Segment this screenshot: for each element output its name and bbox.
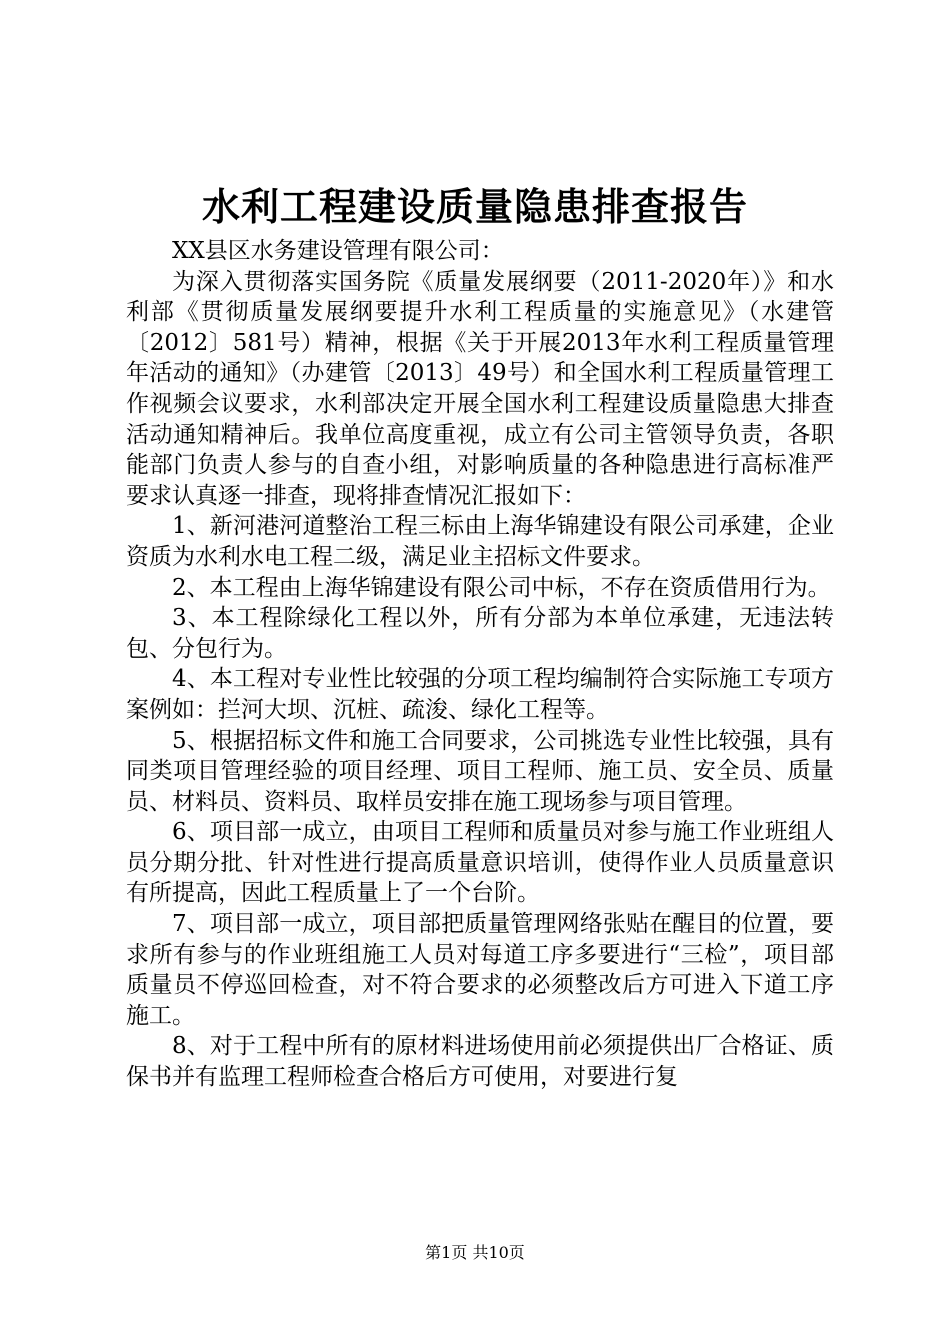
document-body (126, 236, 834, 1093)
paragraph-item-2: 2、本工程由上海华锦建设有限公司中标，不存在资质借用行为。 (172, 574, 831, 601)
salutation: XX县区水务建设管理有限公司： (172, 238, 504, 264)
page-number-footer: 第1页 共10页 (425, 1243, 525, 1262)
paragraph-item-5: 5、根据招标文件和施工合同要求，公司挑选专业性比较强，具有同类项目管理经验的项目经理、项目工程师、施工员、安全员、质量员、材料员、资料员、取样员安排在施工现场参与项目管理。 (126, 727, 834, 815)
paragraph-item-7: 7、项目部一成立，项目部把质量管理网络张贴在醒目的位置，要求所有参与的作业班组施工人员对每道工序多要进行“三检”，项目部质量员不停巡回检查，对不符合要求的必须整改后方可进入下道工序施工。 (126, 911, 834, 1029)
paragraph-intro: 为深入贯彻落实国务院《质量发展纲要（2011-2020年）》和水利部《贯彻质量发展纲要提升水利工程质量的实施意见》（水建管〔2012〕581号）精神，根据《关于开展2013年水利工程质量管理年活动的通知》（办建管〔2013〕49号）和全国水利工程质量管理工作视频会议要求，水利部决定开展全国水利工程建设质量隐患大排查活动通知精神后。我单位高度重视，成立有公司主管领导负责，各职能部门负责人参与的自查小组，对影响质量的各种隐患进行高标准严要求认真逐一排查，现将排查情况汇报如下： (126, 268, 834, 509)
paragraph-item-3: 3、本工程除绿化工程以外，所有分部为本单位承建，无违法转包、分包行为。 (126, 605, 834, 662)
document-title: 水利工程建设质量隐患排查报告 (201, 184, 748, 229)
paragraph-item-4: 4、本工程对专业性比较强的分项工程均编制符合实际施工专项方案例如：拦河大坝、沉桩、疏浚、绿化工程等。 (126, 666, 834, 723)
paragraph-item-8: 8、对于工程中所有的原材料进场使用前必须提供出厂合格证、质保书并有监理工程师检查合格后方可使用，对要进行复 (126, 1033, 834, 1091)
paragraph-item-1: 1、新河港河道整治工程三标由上海华锦建设有限公司承建，企业资质为水利水电工程二级，满足业主招标文件要求。 (126, 513, 834, 570)
paragraph-item-6: 6、项目部一成立，由项目工程师和质量员对参与施工作业班组人员分期分批、针对性进行提高质量意识培训，使得作业人员质量意识有所提高，因此工程质量上了一个台阶。 (126, 819, 834, 907)
